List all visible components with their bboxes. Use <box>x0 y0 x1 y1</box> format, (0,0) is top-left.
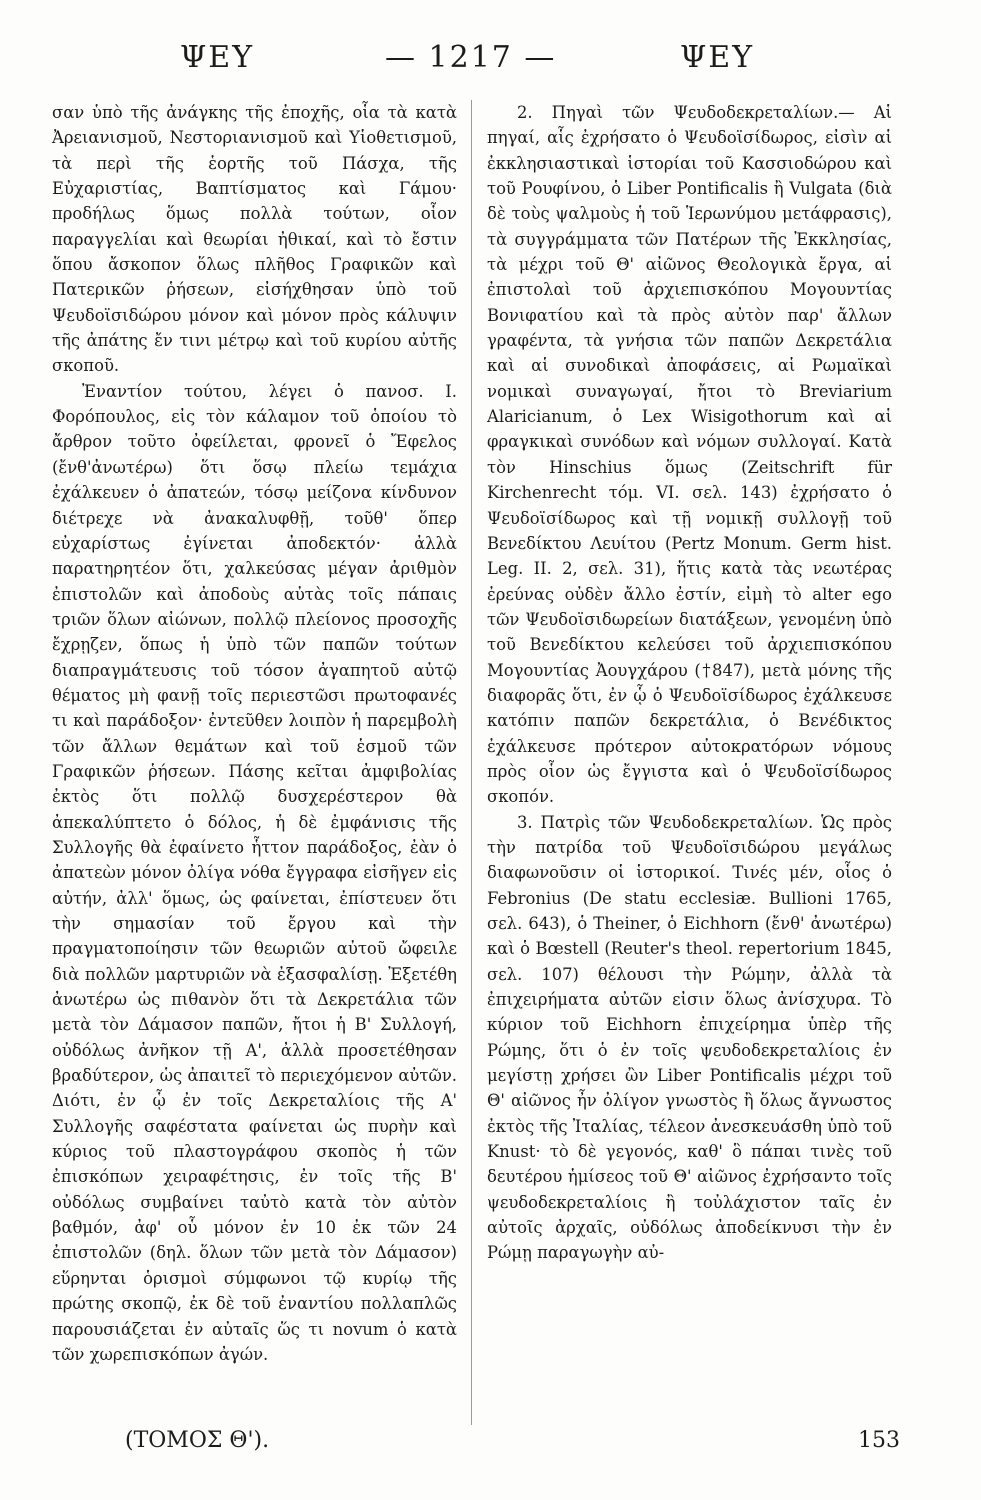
left-column <box>52 100 457 1367</box>
page-number: — 1217 — <box>385 40 557 75</box>
column-divider <box>471 100 472 1425</box>
right-column <box>487 100 892 1266</box>
paragraph: σαν ὑπὸ τῆς ἀνάγκης τῆς ἐποχῆς, οἷα τὰ κατὰ Ἀρειανισμοῦ, Νεστοριανισμοῦ καὶ Υἱοθετισμοῦ, τὰ περὶ τῆς ἑορτῆς τοῦ Πάσχα, τῆς Εὐχαριστίας, Βαπτίσματος καὶ Γάμου· προδήλως ὅμως πολλὰ τούτων, οἷον παραγγελίαι καὶ θεωρίαι ἠθικαί, καὶ τὸ ἔστιν ὅπου ἄσκοπον ὅλως πλῆθος Γραφικῶν καὶ Πατερικῶν ῥήσεων, εἰσήχθησαν ὑπὸ τοῦ Ψευδοϊσιδώρου μόνον καὶ μόνον πρὸς κάλυψιν τῆς ἀπάτης ἔν τινι μέτρῳ καὶ τοῦ κυρίου αὐτῆς σκοποῦ. <box>52 103 457 376</box>
volume-label: (ΤΟΜΟΣ Θ'). <box>125 1428 270 1453</box>
paragraph: Ἐναντίον τούτου, λέγει ὁ πανοσ. Ι. Φορόπουλος, εἰς τὸν κάλαμον τοῦ ὁποίου τὸ ἄρθρον τοῦτο ὀφείλεται, φρονεῖ ὁ Ἔφελος (ἔνθ'ἀνωτέρω) ὅτι ὅσῳ πλείω τεμάχια ἐχάλκευεν ὁ ἀπατεών, τόσῳ μείζονα κίνδυνον διέτρεχε νὰ ἀνακαλυφθῇ, τοῦθ' ὅπερ εὐχαρίστως ἐγίνεται ἀποδεκτόν· ἀλλὰ παρατηρητέον ὅτι, χαλκεύσας μέγαν ἀριθμὸν ἐπιστολῶν καὶ ἀποδοὺς αὐτὰς τοῖς πάπαις τριῶν ὅλων αἰώνων, πολλῷ πλείονος προσοχῆς ἔχρῃζεν, ὅπως ἡ ὑπὸ τῶν παπῶν τούτων διαπραγμάτευσις τοῦ τόσον ἀγαπητοῦ αὐτῷ θέματος μὴ φανῇ τοῖς περιεστῶσι πρωτοφανές τι καὶ παράδοξον· ἐντεῦθεν λοιπὸν ἡ παρεμβολὴ τῶν ἄλλων θεμάτων καὶ τοῦ ἑσμοῦ τῶν Γραφικῶν ῥήσεων. Πάσης κεῖται ἀμφιβολίας ἐκτὸς ὅτι πολλῷ δυσχερέστερον θὰ ἀπεκαλύπτετο ὁ δόλος, ἡ δὲ ἐμφάνισις τῆς Συλλογῆς θὰ ἐφαίνετο ἧττον παράδοξος, ἐὰν ὁ ἀπατεὼν μόνον ὀλίγα νόθα ἔγγραφα εἰσῆγεν εἰς αὐτήν, ἀλλ' ὅμως, ὡς φαίνεται, ἐπίστευεν ὅτι τὴν σημασίαν τοῦ ἔργου καὶ τὴν πραγματοποίησιν τῶν θεωριῶν αὐτοῦ ὤφειλε διὰ πολλῶν μαρτυριῶν νὰ ἐξασφαλίσῃ. Ἐξετέθη ἀνωτέρω ὡς πιθανὸν ὅτι τὰ Δεκρετάλια τῶν μετὰ τὸν Δάμασον παπῶν, ἤτοι ἡ Β' Συλλογή, οὐδόλως ἀνῆκον τῇ Α', ἀλλὰ προσετέθησαν βραδύτερον, ὡς ἀπαιτεῖ τὸ περιεχόμενον αὐτῶν. Διότι, ἐν ᾧ ἐν τοῖς Δεκρεταλίοις τῆς Α' Συλλογῆς σαφέστατα φαίνεται ὡς πυρὴν καὶ κύριος τοῦ πλαστογράφου σκοπὸς ἡ τῶν ἐπισκόπων χειραφέτησις, ἐν τοῖς τῆς Β' οὐδόλως συμβαίνει ταὐτὸ κατὰ τὸν αὐτὸν βαθμόν, ἀφ' οὗ μόνον ἐν 10 ἐκ τῶν 24 ἐπιστολῶν (δηλ. ὅλων τῶν μετὰ τὸν Δάμασον) εὕρηνται ὁρισμοὶ σύμφωνοι τῷ κυρίῳ τῆς πρώτης σκοπῷ, ἐκ δὲ τοῦ ἐναντίου πολλαπλῶς παρουσιάζεται ἐν αὐταῖς ὥς τι novum ὁ κατὰ τῶν χωρεπισκόπων ἀγών. <box>52 381 457 1364</box>
running-head-left: ΨΕΥ <box>180 40 255 75</box>
signature-mark: 153 <box>858 1428 900 1453</box>
paragraph: 3. Πατρὶς τῶν Ψευδοδεκρεταλίων. Ὡς πρὸς τὴν πατρίδα τοῦ Ψευδοϊσιδώρου μεγάλως διαφωνοῦσιν οἱ ἱστορικοί. Τινές μέν, οἷος ὁ Febronius (De statu ecclesiæ. Bullioni 1765, σελ. 643), ὁ Theiner, ὁ Eichhorn (ἔνθ' ἀνωτέρω) καὶ ὁ Bœstell (Reuter's theol. repertorium 1845, σελ. 107) θέλουσι τὴν Ρώμην, ἀλλὰ τὰ ἐπιχειρήματα αὐτῶν εἰσιν ὅλως ἀνίσχυρα. Τὸ κύριον τοῦ Eichhorn ἐπιχείρημα ὑπὲρ τῆς Ρώμης, ὅτι ὁ ἐν τοῖς ψευδοδεκρεταλίοις ἐν μεγίστῃ χρήσει ὢν Liber Pontificalis μέχρι τοῦ Θ' αἰῶνος ἦν ὀλίγον γνωστὸς ἢ ὅλως ἄγνωστος ἐκτὸς τῆς Ἰταλίας, τέλεον ἀνεσκευάσθη ὑπὸ τοῦ Knust· τὸ δὲ γεγονός, καθ' ὃ πάπαι τινὲς τοῦ δευτέρου ἡμίσεος τοῦ Θ' αἰῶνος ἐχρήσαντο τοῖς ψευδοδεκρεταλίοις ἢ τοὐλάχιστον ταῖς ἐν αὐτοῖς ἀρχαῖς, οὐδόλως ἀποδείκνυσι τὴν ἐν Ρώμῃ παραγωγὴν αὐ- <box>487 812 892 1263</box>
running-head-right: ΨΕΥ <box>680 40 755 75</box>
paragraph: 2. Πηγαὶ τῶν Ψευδοδεκρεταλίων.— Αἱ πηγαί, αἷς ἐχρήσατο ὁ Ψευδοϊσίδωρος, εἰσὶν αἱ ἐκκλησιαστικαὶ ἱστορίαι τοῦ Κασσιοδώρου καὶ τοῦ Ρουφίνου, ὁ Liber Pontificalis ἢ Vulgata (διὰ δὲ τοὺς ψαλμοὺς ἡ τοῦ Ἱερωνύμου μετάφρασις), τὰ συγγράμματα τῶν Πατέρων τῆς Ἐκκλησίας, τὰ μέχρι τοῦ Θ' αἰῶνος Θεολογικὰ ἔργα, αἱ ἐπιστολαὶ τοῦ ἀρχιεπισκόπου Μογουντίας Βονιφατίου καὶ τὰ πρὸς αὐτὸν παρ' ἄλλων γραφέντα, τὰ γνήσια τῶν παπῶν Δεκρετάλια καὶ αἱ συνοδικαὶ ἀποφάσεις, αἱ Ρωμαϊκαὶ νομικαὶ συναγωγαί, ἤτοι τὸ Breviarium Alaricianum, ὁ Lex Wisigothorum καὶ αἱ φραγκικαὶ συνόδων καὶ νόμων συλλογαί. Κατὰ τὸν Hinschius ὅμως (Zeitschrift für Kirchenrecht τόμ. VI. σελ. 143) ἐχρήσατο ὁ Ψευδοϊσίδωρος καὶ τῇ νομικῇ συλλογῇ τοῦ Βενεδίκτου Λευίτου (Pertz Monum. Germ hist. Leg. II. 2, σελ. 31), ἥτις κατὰ τὰς νεωτέρας ἐρεύνας οὐδὲν ἄλλο ἐστίν, εἰμὴ τὸ alter ego τῶν Ψευδοϊσιδωρείων διατάξεων, γενομένη ὑπὸ τοῦ Βενεδίκτου κελεύσει τοῦ ἀρχιεπισκόπου Μογουντίας Ἀουγχάρου (†847), μετὰ μόνης τῆς διαφορᾶς ὅτι, ἐν ᾧ ὁ Ψευδοϊσίδωρος ἐχάλκευσε κατόπιν παπῶν δεκρετάλια, ὁ Βενέδικτος ἐχάλκευσε πρότερον αὐτοκρατόρων νόμους πρὸς οἷον ὡς ἔγγιστα καὶ ὁ Ψευδοϊσίδωρος σκοπόν. <box>487 103 892 807</box>
